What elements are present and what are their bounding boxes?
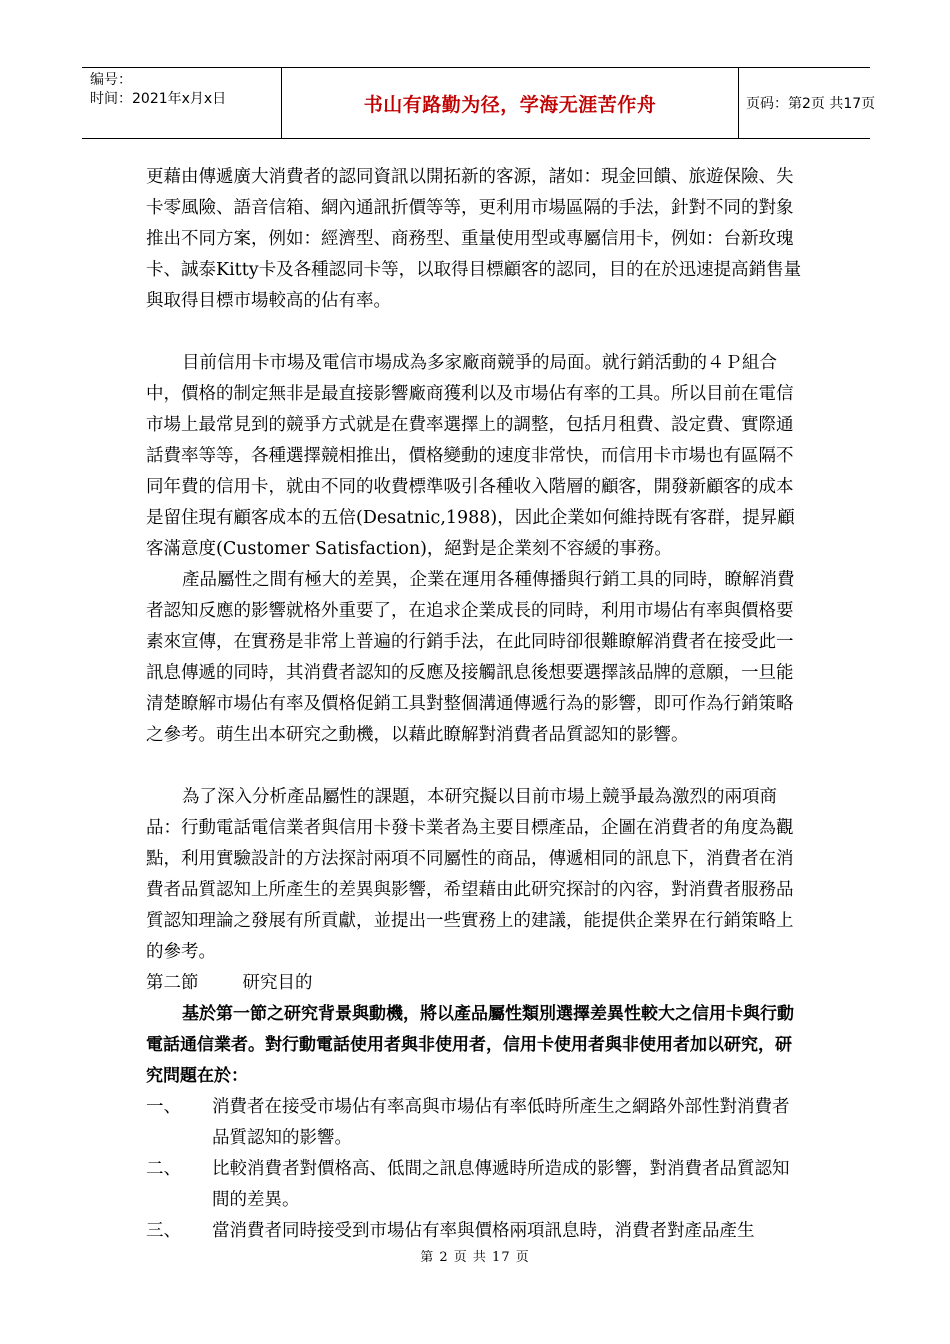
paragraph-3: 產品屬性之間有極大的差異，企業在運用各種傳播與行銷工具的同時，瞭解消費者認知反應的影響就格外重要了，在追求企業成長的同時，利用市場佔有率與價格要素來宣傳，在實務是非常上普遍的行銷手法，在此同時卻很難瞭解消費者在接受此一訊息傳遞的同時，其消費者認知的反應及接觸訊息後想要選擇該品牌的意願，一旦能清楚瞭解市場佔有率及價格促銷工具對整個溝通傳遞行為的影響，即可作為行銷策略之參考。萌生出本研究之動機，以藉此瞭解對消費者品質認知的影響。 <box>146 570 795 745</box>
section-heading <box>146 968 806 999</box>
list-item <box>146 1216 806 1247</box>
list-item-text: 當消費者同時接受到市場佔有率與價格兩項訊息時，消費者對產品產生 <box>212 1221 755 1241</box>
page-header <box>82 67 876 139</box>
list-item <box>146 1154 806 1216</box>
header-meta <box>82 68 282 138</box>
paragraph-2: 目前信用卡市場及電信市場成為多家廠商競爭的局面。就行銷活動的４Ｐ組合中，價格的制定無非是最直接影響廠商獲利以及市場佔有率的工具。所以目前在電信市場上最常見到的競爭方式就是在費率選擇上的調整，包括月租費、設定費、實際通話費率等等，各種選擇競相推出，價格變動的速度非常快，而信用卡市場也有區隔不同年費的信用卡，就由不同的收費標準吸引各種收入階層的顧客，開發新顧客的成本是留住現有顧客成本的五倍(Desatnic,1988)，因此企業如何維持既有客群，提昇顧客滿意度(Customer Satisfaction)，絕對是企業刻不容緩的事務。 <box>146 353 795 559</box>
section-intro: 基於第一節之研究背景與動機，將以產品屬性類別選擇差異性較大之信用卡與行動電話通信業者。對行動電話使用者與非使用者，信用卡使用者與非使用者加以研究，研究問題在於： <box>146 1004 794 1086</box>
page-footer: 第 2 页 共 17 页 <box>420 1250 530 1265</box>
list-item-text: 消費者在接受市場佔有率高與市場佔有率低時所產生之網路外部性對消費者品質認知的影響。 <box>212 1097 790 1148</box>
list-item-number: 一、 <box>146 1097 181 1117</box>
list-item-text: 比較消費者對價格高、低間之訊息傳遞時所造成的影響，對消費者品質認知間的差異。 <box>212 1159 790 1210</box>
paragraph-4: 為了深入分析產品屬性的課題，本研究擬以目前市場上競爭最為激烈的兩項商品：行動電話電信業者與信用卡發卡業者為主要目標產品，企圖在消費者的角度為觀點，利用實驗設計的方法探討兩項不同屬性的商品，傳遞相同的訊息下，消費者在消費者品質認知上所產生的差異與影響，希望藉由此研究探討的內容，對消費者服務品質認知理論之發展有所貢獻，並提出一些實務上的建議，能提供企業界在行銷策略上的參考。 <box>146 787 794 962</box>
header-motto: 书山有路勤为径，学海无涯苦作舟 <box>363 93 657 116</box>
section-number: 第二節 <box>146 973 199 993</box>
paragraph-spacer <box>146 317 806 348</box>
header-motto-cell <box>282 68 739 138</box>
document-body <box>146 162 806 1247</box>
paragraph-spacer <box>146 751 806 782</box>
list-item-number: 三、 <box>146 1221 181 1241</box>
list-item-number: 二、 <box>146 1159 181 1179</box>
section-title: 研究目的 <box>242 973 313 993</box>
number-label: 编号： <box>90 72 132 88</box>
list-item <box>146 1092 806 1154</box>
date-label: 时间：2021年x月x日 <box>90 91 227 107</box>
paragraph-1: 更藉由傳遞廣大消費者的認同資訊以開拓新的客源，諸如：現金回饋、旅遊保險、失卡零風險、語音信箱、網內通訊折價等等，更利用市場區隔的手法，針對不同的對象推出不同方案，例如：經濟型、商務型、重量使用型或專屬信用卡，例如：台新玫瑰卡、誠泰Kitty卡及各種認同卡等，以取得目標顧客的認同，目的在於迅速提高銷售量與取得目標市場較高的佔有率。 <box>146 167 802 311</box>
header-page-info: 页码：第2页 共17页 <box>746 96 876 112</box>
